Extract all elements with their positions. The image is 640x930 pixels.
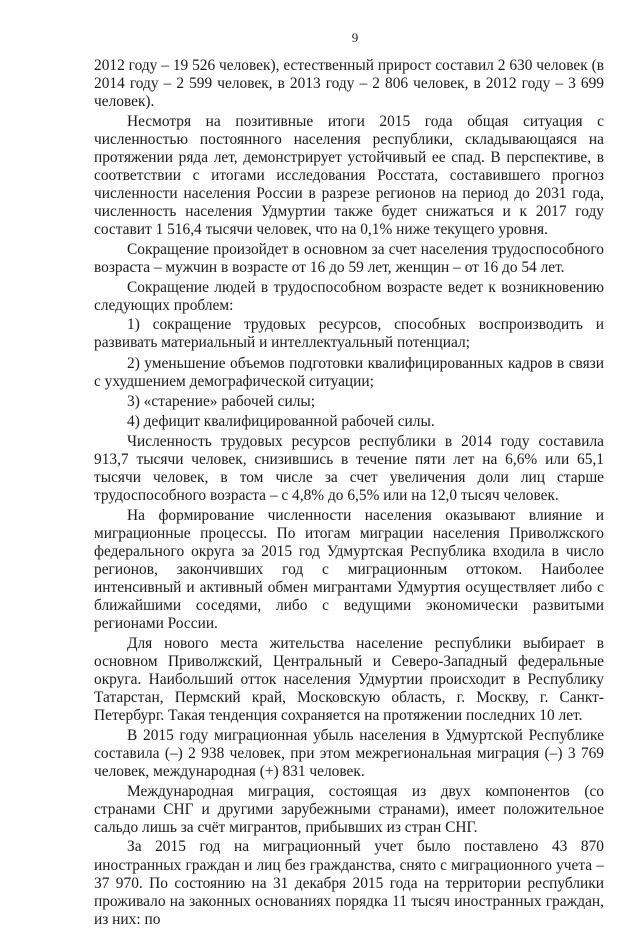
- paragraph-migration-registration: За 2015 год на миграционный учет было поставлено 43 870 иностранных граждан и лиц без гражданства, снято с миграционного учета – 37 970. По состоянию на 31 декабря 2015 года на территории республики проживало на законных основаниях порядка 11 тысяч иностранных граждан, из них: по: [94, 838, 604, 928]
- paragraph-destination-regions: Для нового места жительства население республики выбирает в основном Приволжский, Центральный и Северо-Западный федеральные округа. Наибольший отток населения Удмуртии происходит в Республику Татарстан, Пермский край, Московскую область, г. Москву, г. Санкт-Петербург. Такая тенденция сохраняется на протяжении последних 10 лет.: [94, 634, 604, 725]
- paragraph-natural-growth: 2012 году – 19 526 человек), естественный прирост составил 2 630 человек (в 2014 году – 2 599 человек, в 2013 году – 2 806 человек, в 2012 году – 3 699 человек).: [94, 57, 604, 111]
- list-item-workforce-aging: 3) «старение» рабочей силы;: [127, 392, 315, 410]
- list-item-skills-deficit: 4) дефицит квалифицированной рабочей силы.: [127, 412, 435, 430]
- paragraph-labor-resources-count: Численность трудовых ресурсов республики в 2014 году составила 913,7 тысячи человек, снизившись в течение пяти лет на 6,6% или 65,1 тысячи человек, в том числе за счет увеличения доли лиц старше трудоспособного возраста – с 4,8% до 6,5% или на 12,0 тысяч человек.: [94, 432, 604, 505]
- list-item-qualified-training: 2) уменьшение объемов подготовки квалифицированных кадров в связи с ухудшением демографической ситуации;: [94, 354, 604, 390]
- list-item-labor-resources: 1) сокращение трудовых ресурсов, способных воспроизводить и развивать материальный и интеллектуальный потенциал;: [94, 316, 604, 352]
- paragraph-working-age-reduction: Сокращение произойдет в основном за счет населения трудоспособного возраста – мужчин в возрасте от 16 до 59 лет, женщин – от 16 до 54 лет.: [94, 240, 604, 277]
- page-number: 9: [351, 30, 359, 45]
- paragraph-problems-intro: Сокращение людей в трудоспособном возрасте ведет к возникновению следующих проблем:: [94, 278, 604, 314]
- document-page: [94, 30, 604, 930]
- paragraph-population-decline: Несмотря на позитивные итоги 2015 года общая ситуация с численностью постоянного населения республики, складывающаяся на протяжении ряда лет, демонстрирует устойчивый ее спад. В перспективе, в соответствии с итогами исследования Росстата, составившего прогноз численности населения России в разрезе регионов на период до 2031 года, численность населения Удмуртии также будет снижаться и к 2017 году составит 1 516,4 тысячи человек, что на 0,1% ниже текущего уровня.: [94, 112, 604, 239]
- paragraph-migration-loss: В 2015 году миграционная убыль населения в Удмуртской Республике составила (–) 2 938 человек, при этом межрегиональная миграция (–) 3 769 человек, международная (+) 831 человек.: [94, 726, 604, 781]
- paragraph-migration-processes: На формирование численности населения оказывают влияние и миграционные процессы. По итогам миграции населения Приволжского федерального округа за 2015 год Удмуртская Республика входила в число регионов, закончивших год с миграционным оттоком. Наиболее интенсивный и активный обмен мигрантами Удмуртия осуществляет либо с ближайшими соседями, либо с ведущими экономически развитыми регионами России.: [94, 506, 604, 633]
- paragraph-international-migration: Международная миграция, состоящая из двух компонентов (со странами СНГ и другими зарубежными странами), имеет положительное сальдо лишь за счёт мигрантов, прибывших из стран СНГ.: [94, 782, 604, 836]
